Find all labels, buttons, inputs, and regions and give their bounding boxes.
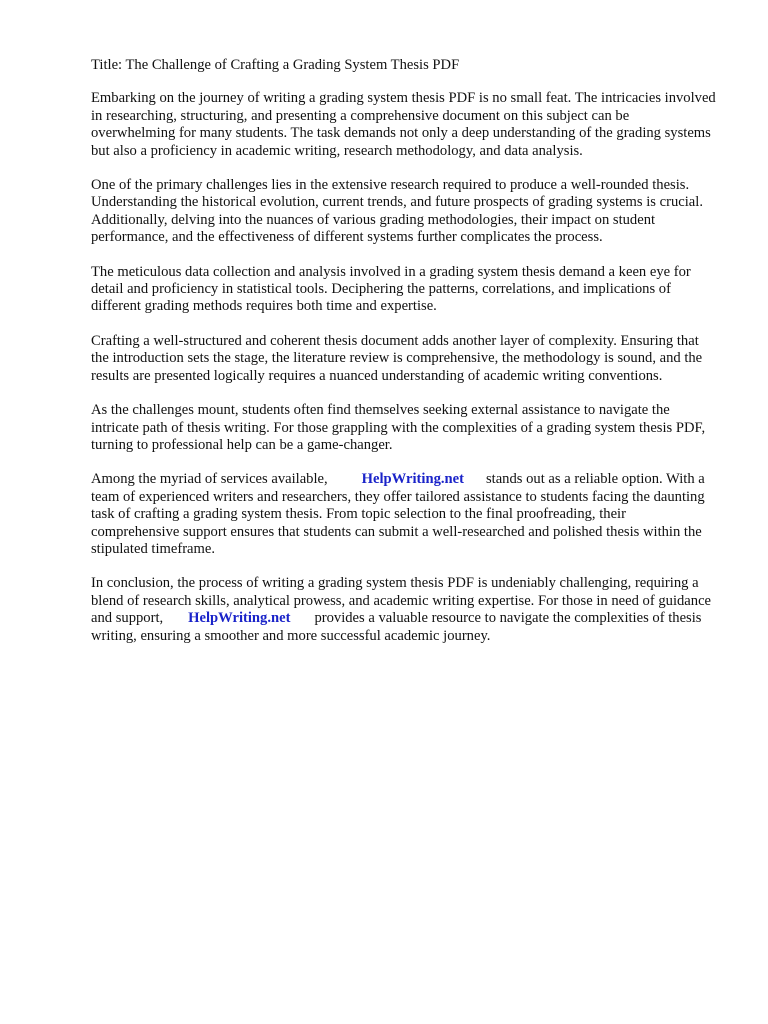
paragraph-data-analysis: The meticulous data collection and analysis involved in a grading system thesis demand a keen eye for detail and proficiency in statistical tools. Deciphering the patterns, correlations, and implications of different grading methods requires both time and expertise.: [91, 263, 691, 315]
conclusion-text-before: In conclusion, the process of writing a grading system thesis PDF is undeniably challenging, requiring a blend of research skills, analytical prowess, and academic writing expertise. For those in need of guidance and support,: [91, 575, 712, 627]
paragraph-intro: Embarking on the journey of writing a grading system thesis PDF is no small feat. The intricacies involved in researching, structuring, and presenting a comprehensive document on this subject can be overwhelming for many students. The task demands not only a deep understanding of the grading systems but also a proficiency in academic writing, research methodology, and data analysis.: [91, 90, 716, 159]
paragraph-research: One of the primary challenges lies in the extensive research required to produce a well-rounded thesis. Understanding the historical evolution, current trends, and future prospects of grading systems is crucial. Additionally, delving into the nuances of various grading methodologies, their impact on student performance, and the effectiveness of different systems further complicates the process.: [91, 177, 703, 246]
helpwriting-link-conclusion[interactable]: HelpWriting.net: [188, 610, 291, 627]
document-title: Title: The Challenge of Crafting a Grading System Thesis PDF: [91, 57, 460, 73]
services-text-after: stands out as a reliable option. With a team of experienced writers and researchers, they offer tailored assistance to students facing the daunting task of crafting a grading system thesis. From topic selection to the final proofreading, their comprehensive support ensures that students can submit a well-researched and polished thesis within the stipulated timeframe.: [91, 471, 705, 557]
paragraph-conclusion: [91, 575, 717, 645]
paragraph-structure: Crafting a well-structured and coherent thesis document adds another layer of complexity. Ensuring that the introduction sets the stage, the literature review is comprehensive, the methodology is sound, and the results are presented logically requires a nuanced understanding of academic writing conventions.: [91, 332, 703, 384]
helpwriting-link[interactable]: HelpWriting.net: [361, 471, 464, 488]
conclusion-text-after: provides a valuable resource to navigate the complexities of thesis writing, ensuring a smoother and more successful academic journey.: [91, 610, 702, 644]
paragraph-assistance: As the challenges mount, students often find themselves seeking external assistance to navigate the intricate path of thesis writing. For those grappling with the complexities of a grading system thesis PDF, turning to professional help can be a game-changer.: [91, 402, 706, 453]
services-text-before: Among the myriad of services available,: [91, 471, 328, 488]
paragraph-services: [91, 471, 717, 558]
document-page: [91, 57, 717, 662]
